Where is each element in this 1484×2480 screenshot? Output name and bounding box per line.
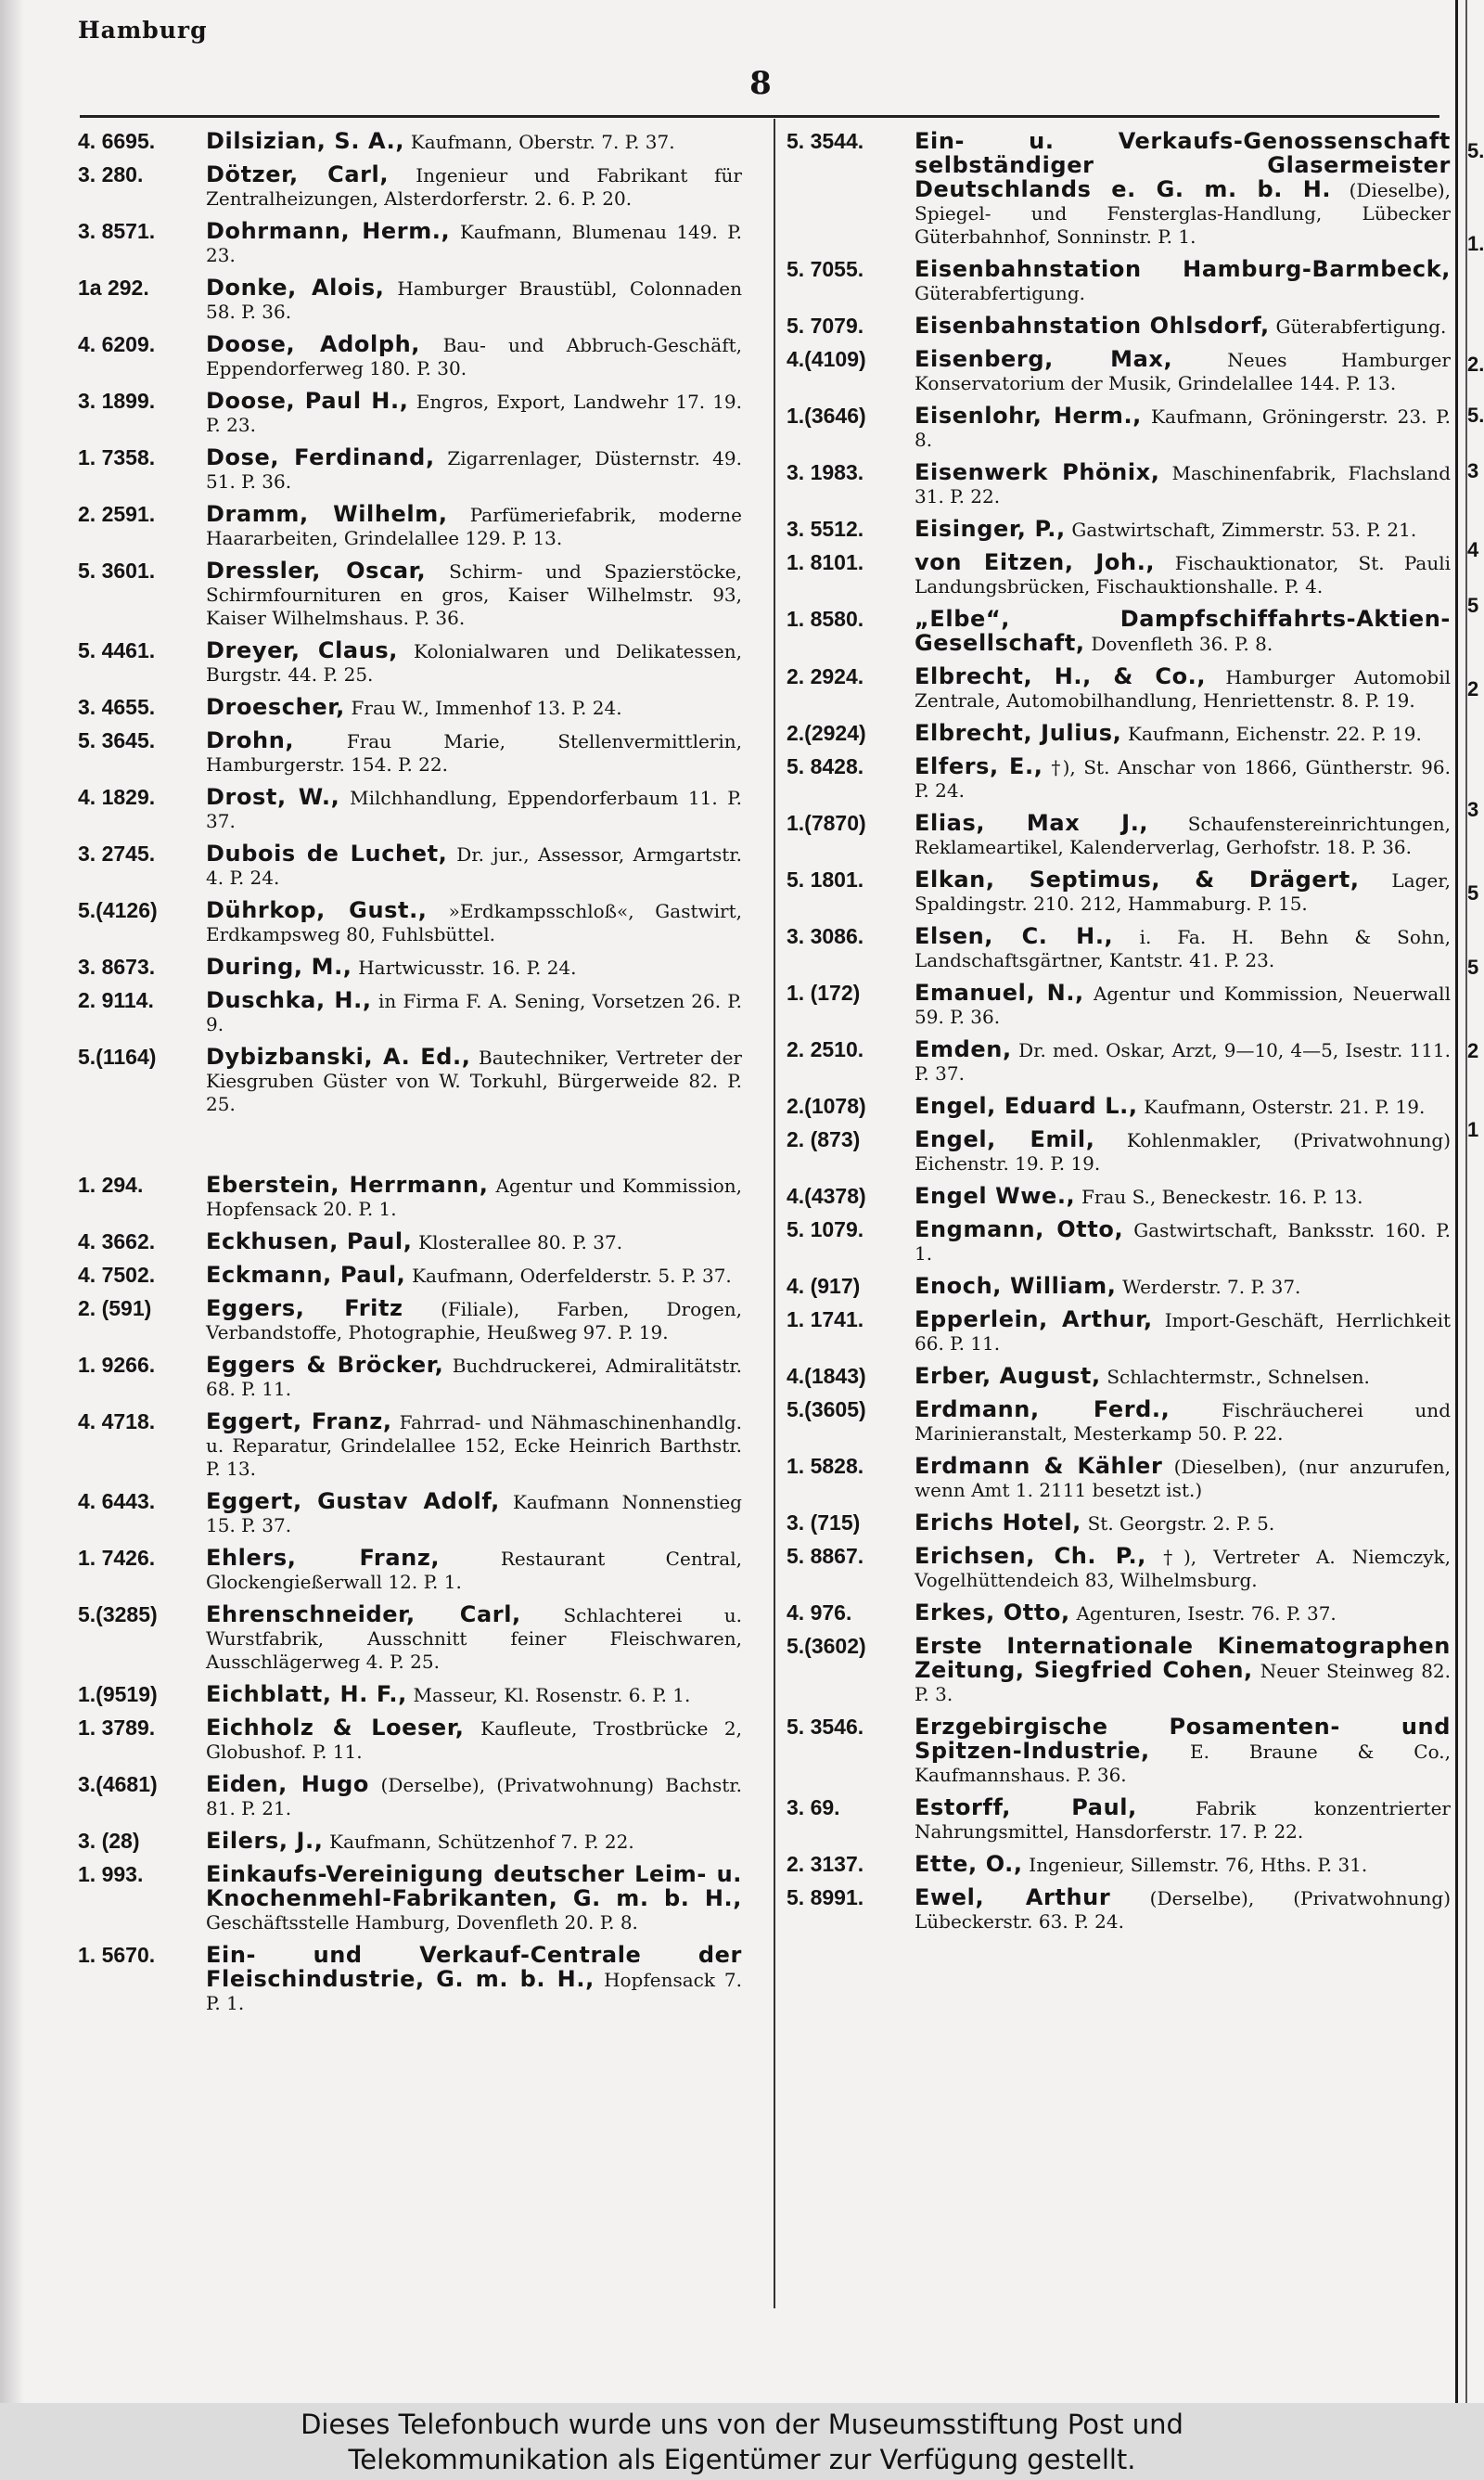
directory-entry <box>78 639 742 687</box>
subscriber-details: (Filiale), Farben, Drogen, Verbandstoffe, Photographie, Heußweg 97. P. 19. <box>206 1298 742 1343</box>
subscriber-details: Parfümeriefabrik, moderne Haararbeiten, Grindelallee 129. P. 13. <box>206 504 742 549</box>
directory-entry <box>78 559 742 630</box>
directory-entry <box>787 1545 1451 1592</box>
subscriber-name: Erichs Hotel, <box>915 1510 1081 1536</box>
subscriber-name: Engel, Emil, <box>915 1126 1095 1152</box>
subscriber-name: Dressler, Oscar, <box>206 558 427 584</box>
subscriber-name: Donke, Alois, <box>206 275 385 301</box>
phone-number: 1. 5828. <box>787 1454 864 1478</box>
directory-entry <box>787 1128 1451 1176</box>
phone-number: 4. 6209. <box>78 332 156 356</box>
subscriber-name: Eckhusen, Paul, <box>206 1228 413 1254</box>
subscriber-details: Werderstr. 7. P. 37. <box>1122 1276 1301 1298</box>
subscriber-name: Ein- u. Verkaufs-Genossenschaft selbständiger Glasermeister Deutschlands e. G. m. b. H. <box>915 128 1451 202</box>
subscriber-details: Kolonialwaren und Delikatessen, Burgstr. 44. P. 25. <box>206 640 742 686</box>
subscriber-details: Hamburger Automobil Zentrale, Automobilhandlung, Henriettenstr. 8. P. 19. <box>915 666 1451 712</box>
subscriber-details: Agentur und Kommission, Hopfensack 20. P. 1. <box>206 1175 742 1220</box>
subscriber-name: Dybizbanski, A. Ed., <box>206 1044 471 1070</box>
subscriber-details: Fahrrad- und Nähmaschinenhandlg. u. Reparatur, Grindelallee 152, Ecke Heinrich Barthstr. P. 13. <box>206 1411 742 1480</box>
subscriber-name: Erber, August, <box>915 1363 1101 1389</box>
phone-number: 5. 7055. <box>787 257 864 281</box>
phone-number: 3. 4655. <box>78 695 156 719</box>
directory-entry <box>78 1410 742 1481</box>
subscriber-details: Neues Hamburger Konservatorium der Musik, Grindelallee 144. P. 13. <box>915 349 1451 394</box>
subscriber-name: Erkes, Otto, <box>915 1600 1070 1625</box>
margin-fragment: 5. <box>1467 139 1484 162</box>
subscriber-details: Agenturen, Isestr. 76. P. 37. <box>1076 1602 1337 1625</box>
phone-number: 2. 2510. <box>787 1037 864 1061</box>
subscriber-details: Hopfensack 7. P. 1. <box>206 1969 743 2014</box>
directory-entry <box>787 1095 1451 1119</box>
subscriber-name: Elbrecht, H., & Co., <box>915 663 1207 689</box>
subscriber-details: in Firma F. A. Sening, Vorsetzen 26. P. 9. <box>206 990 742 1035</box>
subscriber-details: (Dieselben), (nur anzurufen, wenn Amt 1. 2111 besetzt ist.) <box>915 1456 1451 1501</box>
phone-number: 5. 3544. <box>787 129 864 153</box>
subscriber-name: Eilers, J., <box>206 1828 324 1854</box>
phone-number: 5. 3601. <box>78 559 156 583</box>
phone-number: 3. (715) <box>787 1510 861 1535</box>
footer-line-1: Dieses Telefonbuch wurde uns von der Museumsstiftung Post und <box>301 2409 1183 2440</box>
subscriber-details: Zigarrenlager, Düsternstr. 49. 51. P. 36. <box>206 447 742 493</box>
directory-entry <box>787 1038 1451 1086</box>
column-divider <box>774 119 775 2308</box>
subscriber-details: Hartwicusstr. 16. P. 24. <box>358 957 577 979</box>
phone-number: 4.(1843) <box>787 1364 866 1388</box>
subscriber-name: Dührkop, Gust., <box>206 897 428 923</box>
directory-entry <box>78 1297 742 1344</box>
subscriber-details: Schlachtermstr., Schnelsen. <box>1107 1366 1370 1388</box>
phone-number: 3. 280. <box>78 162 144 186</box>
subscriber-name: Engel Wwe., <box>915 1183 1076 1209</box>
phone-number: 5. 3645. <box>78 728 156 752</box>
subscriber-details: Fabrik konzentrierter Nahrungsmittel, Hansdorferstr. 17. P. 22. <box>915 1797 1451 1843</box>
subscriber-details: Kaufmann, Schützenhof 7. P. 22. <box>329 1831 634 1853</box>
directory-entry <box>78 130 742 154</box>
subscriber-name: Eisenbahnstation Hamburg-Barmbeck, <box>915 256 1451 282</box>
directory-entry <box>787 1185 1451 1209</box>
phone-number: 1.(7870) <box>787 811 866 835</box>
subscriber-details: »Erdkampsschloß«, Gastwirt, Erdkampsweg 80, Fuhlsbüttel. <box>206 900 742 945</box>
subscriber-name: Eggers & Bröcker, <box>206 1352 444 1378</box>
directory-entry <box>787 348 1451 395</box>
directory-entry <box>787 1275 1451 1299</box>
subscriber-details: Dr. jur., Assessor, Armgartstr. 4. P. 24. <box>206 843 742 889</box>
subscriber-details: Milchhandlung, Eppendorferbaum 11. P. 37. <box>206 787 742 832</box>
directory-entry <box>787 518 1451 542</box>
subscriber-name: Dreyer, Claus, <box>206 637 399 663</box>
subscriber-name: Eisenwerk Phönix, <box>915 459 1160 485</box>
phone-number: 5.(3605) <box>787 1397 866 1421</box>
phone-number: 3. 69. <box>787 1795 840 1819</box>
subscriber-details: Kaufmann, Eichenstr. 22. P. 19. <box>1128 723 1422 745</box>
subscriber-details: Frau W., Immenhof 13. P. 24. <box>351 697 622 719</box>
margin-fragment: 1. <box>1467 232 1484 255</box>
directory-entry <box>787 868 1451 916</box>
directory-entry <box>787 665 1451 713</box>
directory-entry <box>787 1398 1451 1446</box>
subscriber-name: Eisinger, P., <box>915 516 1066 542</box>
subscriber-details: Restaurant Central, Glockengießerwall 12. P. 1. <box>206 1548 742 1593</box>
directory-entry <box>787 1511 1451 1536</box>
subscriber-details: St. Georgstr. 2. P. 5. <box>1087 1512 1275 1535</box>
directory-entry <box>78 1773 742 1820</box>
subscriber-details: Fischräucherei und Marinieranstalt, Mesterkamp 50. P. 22. <box>915 1399 1451 1445</box>
phone-number: 4. 6443. <box>78 1489 156 1513</box>
subscriber-name: Elfers, E., <box>915 753 1043 779</box>
directory-entry <box>787 755 1451 803</box>
phone-number: 5.(3602) <box>787 1634 866 1658</box>
directory-entry <box>78 333 742 380</box>
subscriber-name: Eggers, Fritz <box>206 1295 403 1321</box>
directory-entry <box>78 1683 742 1707</box>
directory-entry <box>787 925 1451 972</box>
subscriber-details: Kohlenmakler, (Privatwohnung) Eichenstr. 19. P. 19. <box>915 1129 1451 1175</box>
directory-entry <box>78 989 742 1036</box>
subscriber-name: Erzgebirgische Posamenten- und Spitzen-Industrie, <box>915 1714 1451 1764</box>
subscriber-name: Drohn, <box>206 727 295 753</box>
subscriber-name: Drost, W., <box>206 784 340 810</box>
directory-entry <box>78 390 742 437</box>
directory-entry <box>78 276 742 324</box>
margin-fragment: 5 <box>1467 594 1479 617</box>
phone-number: 2.(1078) <box>787 1094 866 1118</box>
subscriber-name: Droescher, <box>206 694 345 720</box>
phone-number: 4. (917) <box>787 1274 861 1298</box>
subscriber-name: Dohrmann, Herm., <box>206 218 451 244</box>
subscriber-name: Eichblatt, H. F., <box>206 1681 407 1707</box>
directory-entry <box>78 1046 742 1116</box>
phone-number: 4.(4378) <box>787 1184 866 1208</box>
subscriber-details: †), Vertreter A. Niemczyk, Vogelhüttendeich 83, Wilhelmsburg. <box>915 1546 1451 1591</box>
directory-entry <box>78 786 742 833</box>
subscriber-name: Emden, <box>915 1036 1012 1062</box>
directory-entry <box>78 1354 742 1401</box>
subscriber-name: Dramm, Wilhelm, <box>206 501 448 527</box>
subscriber-details: Buchdruckerei, Admiralitätstr. 68. P. 11. <box>206 1355 742 1400</box>
page-edge-shadow <box>0 0 24 2403</box>
subscriber-name: Ein- und Verkauf-Centrale der Fleischindustrie, G. m. b. H., <box>206 1942 742 1992</box>
phone-number: 1a 292. <box>78 276 149 300</box>
phone-number: 5. 7079. <box>787 314 864 338</box>
phone-number: 5. 4461. <box>78 638 156 662</box>
directory-entry <box>78 1490 742 1537</box>
subscriber-details: Frau S., Beneckestr. 16. P. 13. <box>1081 1186 1363 1208</box>
directory-entry <box>787 1455 1451 1502</box>
directory-entry <box>787 258 1451 305</box>
page-number: 8 <box>749 65 772 102</box>
subscriber-name: Einkaufs-Vereinigung deutscher Leim- u. Knochenmehl-Fabrikanten, G. m. b. H., <box>206 1861 742 1911</box>
subscriber-details: Gastwirtschaft, Zimmerstr. 53. P. 21. <box>1071 519 1417 541</box>
subscriber-details: E. Braune & Co., Kaufmannshaus. P. 36. <box>915 1741 1451 1786</box>
phone-number: 4. 3662. <box>78 1229 156 1253</box>
right-column-listings <box>787 130 1451 1943</box>
subscriber-name: Epperlein, Arthur, <box>915 1306 1153 1332</box>
binding-edge-line <box>1455 0 1458 2403</box>
directory-entry <box>78 1830 742 1854</box>
footer-line-2: Telekommunikation als Eigentümer zur Verfügung gestellt. <box>348 2444 1136 2475</box>
phone-number: 4. 976. <box>787 1600 852 1625</box>
subscriber-details: Masseur, Kl. Rosenstr. 6. P. 1. <box>413 1684 691 1706</box>
subscriber-details: Ingenieur und Fabrikant für Zentralheizungen, Alsterdorferstr. 2. 6. P. 20. <box>206 164 742 210</box>
phone-number: 1. 9266. <box>78 1353 156 1377</box>
directory-entry <box>787 405 1451 452</box>
directory-entry <box>78 1174 742 1221</box>
phone-number: 2. 2924. <box>787 664 864 688</box>
subscriber-name: Eisenlohr, Herm., <box>915 403 1142 429</box>
phone-number: 2. 9114. <box>78 988 154 1012</box>
subscriber-details: Schlachterei u. Wurstfabrik, Ausschnitt feiner Fleischwaren, Ausschlägerweg 4. P. 25. <box>206 1604 742 1673</box>
directory-entry <box>78 503 742 550</box>
phone-number: 3. (28) <box>78 1829 140 1853</box>
subscriber-name: Erdmann, Ferd., <box>915 1396 1171 1422</box>
directory-entry <box>78 446 742 494</box>
subscriber-name: von Eitzen, Joh., <box>915 549 1156 575</box>
phone-number: 2. (591) <box>78 1296 152 1320</box>
subscriber-name: Eggert, Gustav Adolf, <box>206 1488 500 1514</box>
subscriber-details: Bautechniker, Vertreter der Kiesgruben Güster von W. Torkuhl, Bürgerweide 82. P. 25. <box>206 1047 742 1115</box>
phone-number: 1. 294. <box>78 1173 144 1197</box>
subscriber-name: Eggert, Franz, <box>206 1408 392 1434</box>
directory-entry <box>78 696 742 720</box>
phone-number: 3. 8571. <box>78 219 156 243</box>
phone-number: 3. 2745. <box>78 842 156 866</box>
subscriber-name: Erdmann & Kähler <box>915 1453 1163 1479</box>
subscriber-details: Güterabfertigung. <box>915 282 1085 304</box>
phone-number: 5. 8991. <box>787 1885 864 1909</box>
subscriber-name: Engmann, Otto, <box>915 1216 1124 1242</box>
directory-entry <box>787 315 1451 339</box>
phone-number: 1. 5670. <box>78 1943 156 1967</box>
phone-number: 3. 5512. <box>787 517 864 541</box>
subscriber-details: Engros, Export, Landwehr 17. 19. P. 23. <box>206 391 742 436</box>
directory-entry <box>78 220 742 267</box>
subscriber-details: Maschinenfabrik, Flachsland 31. P. 22. <box>915 462 1451 508</box>
subscriber-name: „Elbe“, Dampfschiffahrts-Aktien-Gesellschaft, <box>915 606 1451 656</box>
phone-number: 2.(2924) <box>787 721 866 745</box>
subscriber-name: Ehrenschneider, Carl, <box>206 1601 521 1627</box>
subscriber-details: Kaufmann Nonnenstieg 15. P. 37. <box>206 1491 742 1536</box>
directory-entry <box>787 1886 1451 1934</box>
section-gap <box>78 1125 742 1174</box>
directory-entry <box>787 1308 1451 1356</box>
directory-entry <box>78 1716 742 1764</box>
subscriber-details: Kaufmann, Gröningerstr. 23. P. 8. <box>915 405 1451 451</box>
phone-number: 5. 3546. <box>787 1715 864 1739</box>
subscriber-details: Gastwirtschaft, Banksstr. 160. P. 1. <box>915 1219 1451 1265</box>
directory-entry <box>78 1547 742 1594</box>
directory-entry <box>78 899 742 946</box>
directory-entry <box>787 1601 1451 1625</box>
subscriber-details: Kaufmann, Oberstr. 7. P. 37. <box>410 131 675 153</box>
subscriber-details: Lager, Spaldingstr. 210. 212, Hammaburg. P. 15. <box>915 869 1451 915</box>
margin-fragment: 2 <box>1467 677 1479 700</box>
margin-fragment: 2. <box>1467 353 1484 376</box>
subscriber-details: Kaufmann, Blumenau 149. P. 23. <box>206 221 742 266</box>
subscriber-details: Kaufleute, Trostbrücke 2, Globushof. P. 11. <box>206 1717 742 1763</box>
margin-fragment: 3 <box>1467 459 1479 482</box>
subscriber-name: Elbrecht, Julius, <box>915 720 1122 746</box>
directory-entry <box>78 1264 742 1288</box>
subscriber-name: Dötzer, Carl, <box>206 161 390 187</box>
phone-number: 4.(4109) <box>787 347 866 371</box>
subscriber-name: During, M., <box>206 954 352 980</box>
subscriber-name: Duschka, H., <box>206 987 372 1013</box>
subscriber-name: Erste Internationale Kinematographen Zeitung, Siegfried Cohen, <box>915 1633 1451 1683</box>
phone-number: 4. 1829. <box>78 785 156 809</box>
phone-number: 5.(3285) <box>78 1602 158 1626</box>
directory-entry <box>787 608 1451 656</box>
subscriber-details: Geschäftsstelle Hamburg, Dovenfleth 20. P. 8. <box>206 1911 638 1934</box>
running-header-city: Hamburg <box>78 17 208 44</box>
directory-entry <box>787 812 1451 859</box>
subscriber-details: Fischauktionator, St. Pauli Landungsbrücken, Fischauktionshalle. P. 4. <box>915 552 1451 598</box>
phone-number: 3.(4681) <box>78 1772 158 1796</box>
directory-entry <box>78 163 742 211</box>
phone-number: 5. 1079. <box>787 1217 864 1241</box>
phone-number: 5. 1801. <box>787 867 864 892</box>
margin-fragment: 5 <box>1467 881 1479 905</box>
subscriber-details: Schirm- und Spazierstöcke, Schirmfournituren en gros, Kaiser Wilhelmstr. 93, Kaiser Wilhelmshaus. P. 36. <box>206 560 742 629</box>
subscriber-details: i. Fa. H. Behn & Sohn, Landschaftsgärtner, Kantstr. 41. P. 23. <box>915 926 1451 971</box>
subscriber-name: Dose, Ferdinand, <box>206 444 435 470</box>
phone-number: 1. 7426. <box>78 1546 156 1570</box>
phone-number: 1. (172) <box>787 981 861 1005</box>
subscriber-name: Eisenbahnstation Ohlsdorf, <box>915 313 1270 339</box>
subscriber-name: Erichsen, Ch. P., <box>915 1543 1146 1569</box>
subscriber-name: Ewel, Arthur <box>915 1884 1111 1910</box>
margin-fragment: 1 <box>1467 1118 1479 1141</box>
phone-number: 1.(3646) <box>787 404 866 428</box>
subscriber-name: Dubois de Luchet, <box>206 841 448 867</box>
subscriber-details: Kaufmann, Oderfelderstr. 5. P. 37. <box>412 1265 732 1287</box>
subscriber-details: Bau- und Abbruch-Geschäft, Eppendorferweg 180. P. 30. <box>206 334 742 379</box>
subscriber-name: Ette, O., <box>915 1851 1023 1877</box>
phone-number: 1.(9519) <box>78 1682 158 1706</box>
directory-entry <box>78 956 742 980</box>
directory-entry <box>787 1715 1451 1787</box>
margin-fragment: 4 <box>1467 538 1479 561</box>
phone-number: 3. 3086. <box>787 924 864 948</box>
subscriber-details: Frau Marie, Stellenvermittlerin, Hamburgerstr. 154. P. 22. <box>206 730 742 776</box>
subscriber-name: Eberstein, Herrmann, <box>206 1172 489 1198</box>
directory-entry <box>787 1635 1451 1706</box>
subscriber-details: Klosterallee 80. P. 37. <box>418 1231 623 1253</box>
subscriber-name: Enoch, William, <box>915 1273 1117 1299</box>
subscriber-name: Eichholz & Loeser, <box>206 1715 465 1741</box>
subscriber-details: Hamburger Braustübl, Colonnaden 58. P. 36. <box>206 277 742 323</box>
subscriber-name: Estorff, Paul, <box>915 1794 1137 1820</box>
subscriber-name: Elkan, Septimus, & Drägert, <box>915 867 1360 893</box>
directory-entry <box>78 729 742 777</box>
subscriber-details: Ingenieur, Sillemstr. 76, Hths. P. 31. <box>1029 1854 1368 1876</box>
phone-number: 2. 2591. <box>78 502 156 526</box>
subscriber-name: Dilsizian, S. A., <box>206 128 405 154</box>
subscriber-name: Engel, Eduard L., <box>915 1093 1138 1119</box>
margin-fragment: 3 <box>1467 798 1479 821</box>
directory-entry <box>78 842 742 890</box>
subscriber-name: Eisenberg, Max, <box>915 346 1173 372</box>
directory-entry <box>78 1944 742 2015</box>
subscriber-name: Doose, Adolph, <box>206 331 421 357</box>
directory-entry <box>78 1863 742 1934</box>
ownership-footer <box>0 2403 1484 2480</box>
subscriber-details: Güterabfertigung. <box>1275 315 1447 338</box>
subscriber-details: †), St. Anschar von 1866, Güntherstr. 96. P. 24. <box>915 756 1451 802</box>
phone-number: 2. (873) <box>787 1127 861 1151</box>
directory-entry <box>787 130 1451 249</box>
phone-number: 4. 6695. <box>78 129 156 153</box>
phone-number: 5. 8867. <box>787 1544 864 1568</box>
directory-entry <box>78 1603 742 1674</box>
directory-entry <box>787 1365 1451 1389</box>
phone-number: 1. 993. <box>78 1862 144 1886</box>
phone-number: 4. 4718. <box>78 1409 156 1433</box>
subscriber-details: (Derselbe), (Privatwohnung) Lübeckerstr. 63. P. 24. <box>915 1887 1451 1933</box>
directory-entry <box>787 1853 1451 1877</box>
subscriber-name: Ehlers, Franz, <box>206 1545 441 1571</box>
phone-number: 1. 7358. <box>78 445 156 469</box>
subscriber-name: Emanuel, N., <box>915 980 1084 1006</box>
subscriber-details: Import-Geschäft, Herrlichkeit 66. P. 11. <box>915 1309 1451 1355</box>
subscriber-name: Eckmann, Paul, <box>206 1262 406 1288</box>
directory-entry <box>787 982 1451 1029</box>
subscriber-details: Neuer Steinweg 82. P. 3. <box>915 1660 1451 1705</box>
phone-number: 1. 1741. <box>787 1307 864 1331</box>
margin-fragment: 5. <box>1467 404 1484 427</box>
directory-entry <box>787 1218 1451 1266</box>
subscriber-details: Dovenfleth 36. P. 8. <box>1091 633 1273 655</box>
directory-entry <box>787 722 1451 746</box>
directory-entry <box>78 1230 742 1254</box>
margin-fragment: 5 <box>1467 956 1479 979</box>
phone-number: 5.(1164) <box>78 1045 157 1069</box>
directory-entry <box>787 1796 1451 1844</box>
phone-number: 3. 8673. <box>78 955 156 979</box>
phone-number: 4. 7502. <box>78 1263 156 1287</box>
subscriber-details: Kaufmann, Osterstr. 21. P. 19. <box>1144 1096 1426 1118</box>
phone-number: 3. 1983. <box>787 460 864 484</box>
margin-fragment: 2 <box>1467 1039 1479 1062</box>
header-rule <box>80 115 1439 118</box>
phone-number: 2. 3137. <box>787 1852 864 1876</box>
subscriber-name: Elias, Max J., <box>915 810 1149 836</box>
subscriber-name: Elsen, C. H., <box>915 923 1114 949</box>
phone-number: 5.(4126) <box>78 898 158 922</box>
phone-number: 1. 3789. <box>78 1715 156 1740</box>
subscriber-details: Agentur und Kommission, Neuerwall 59. P. 36. <box>915 983 1451 1028</box>
phone-number: 1. 8580. <box>787 607 864 631</box>
phone-number: 5. 8428. <box>787 754 864 778</box>
subscriber-name: Eiden, Hugo <box>206 1771 369 1797</box>
subscriber-name: Doose, Paul H., <box>206 388 409 414</box>
subscriber-details: (Dieselbe), Spiegel- und Fensterglas-Handlung, Lübecker Güterbahnhof, Sonninstr. P. 1. <box>915 179 1451 248</box>
left-column-listings <box>78 130 742 2024</box>
directory-entry <box>787 461 1451 508</box>
phone-number: 3. 1899. <box>78 389 156 413</box>
subscriber-details: (Derselbe), (Privatwohnung) Bachstr. 81. P. 21. <box>206 1774 742 1819</box>
directory-entry <box>787 551 1451 598</box>
subscriber-details: Dr. med. Oskar, Arzt, 9—10, 4—5, Isestr. 111. P. 37. <box>915 1039 1451 1085</box>
phone-number: 1. 8101. <box>787 550 864 574</box>
subscriber-details: Schaufenstereinrichtungen, Reklameartikel, Kalenderverlag, Gerhofstr. 18. P. 36. <box>915 813 1451 858</box>
